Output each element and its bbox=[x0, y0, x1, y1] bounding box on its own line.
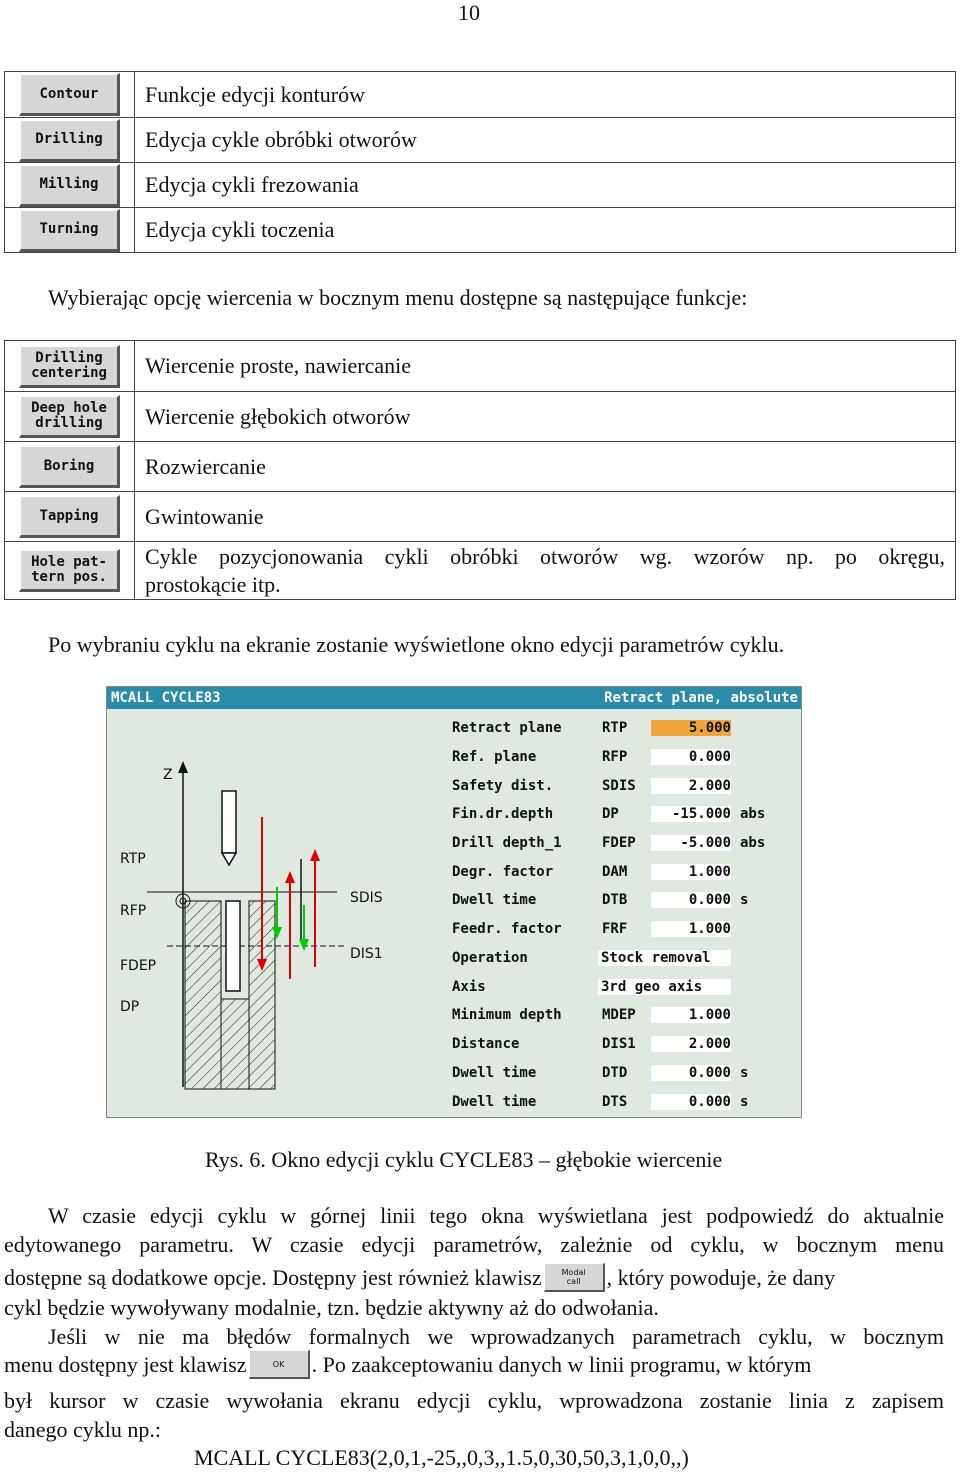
table-desc: Rozwiercanie bbox=[135, 442, 956, 492]
param-value-input[interactable]: 0.000 bbox=[651, 892, 731, 908]
dp-label: DP bbox=[120, 999, 140, 1015]
drilling-softkey[interactable]: Drilling bbox=[19, 119, 120, 162]
table-desc: Wiercenie głębokich otworów bbox=[135, 392, 956, 442]
paragraph-line: W czasie edycji cyklu w górnej linii tego okna wyświetlana jest podpowiedź do aktualnie bbox=[48, 1203, 944, 1228]
menu-table-2 bbox=[4, 340, 956, 600]
param-value-input[interactable]: 1.000 bbox=[651, 1007, 731, 1023]
param-value-input[interactable]: 5.000 bbox=[651, 720, 731, 736]
cycle-edit-screen: MCALL CYCLE83 Retract plane, absolute Z RTP RFP FDEP DP SDIS DIS1 Retract plane RTP 5.000 Ref. plane RFP 0.000 Safety dist. SDIS 2.000 Fin.dr.depth DP -15.000 abs Drill depth_1 FDEP -5.000 abs Degr. factor DAM 1.000 Dwell time DTB 0.000 s Feedr. factor FRF 1.000 Operation Stock removal Axis 3rd geo axis Minimum depth MDEP 1.000 Distance DIS1 2.000 Dwell time DTD 0.000 s Dwell time DTS 0.000 s bbox=[106, 686, 802, 1118]
param-value-input[interactable]: -15.000 bbox=[651, 806, 731, 822]
text: , który powoduje, że dany bbox=[606, 1265, 836, 1290]
paragraph: Wybierając opcję wiercenia w bocznym menu dostępne są następujące funkcje: bbox=[48, 285, 748, 310]
turning-softkey[interactable]: Turning bbox=[19, 209, 120, 252]
z-axis-label: Z bbox=[163, 767, 173, 783]
figure-caption: Rys. 6. Okno edycji cyklu CYCLE83 – głębokie wiercenie bbox=[205, 1147, 723, 1172]
drilling-diagram bbox=[107, 709, 447, 1117]
table-desc: Cykle pozycjonowania cykli obróbki otworów wg. wzorów np. po okręgu, bbox=[145, 543, 945, 569]
param-value-input[interactable]: 1.000 bbox=[651, 921, 731, 937]
paragraph-line bbox=[4, 1350, 944, 1379]
sdis-label: SDIS bbox=[350, 890, 383, 906]
table-desc: Funkcje edycji konturów bbox=[135, 72, 956, 118]
table-desc: Gwintowanie bbox=[135, 492, 956, 542]
text: . Po zaakceptowaniu danych w linii programu, w którym bbox=[311, 1352, 812, 1377]
table-desc: Edycja cykli toczenia bbox=[135, 208, 956, 253]
axis-select[interactable]: 3rd geo axis bbox=[598, 979, 731, 995]
param-value-input[interactable]: 2.000 bbox=[651, 1036, 731, 1052]
ok-key[interactable]: OK bbox=[249, 1350, 310, 1379]
contour-softkey[interactable]: Contour bbox=[19, 73, 120, 116]
text: dostępne są dodatkowe opcje. Dostępny jest również klawisz bbox=[4, 1265, 542, 1290]
paragraph-line: edytowanego parametru. W czasie edycji parametrów, zależnie od cyklu, w bocznym menu bbox=[4, 1232, 944, 1257]
param-value-input[interactable]: 0.000 bbox=[651, 1094, 731, 1110]
paragraph: Po wybraniu cyklu na ekranie zostanie wyświetlone okno edycji parametrów cyklu. bbox=[48, 632, 785, 657]
param-value-input[interactable]: 0.000 bbox=[651, 1065, 731, 1081]
paragraph-line: Jeśli w nie ma błędów formalnych we wprowadzanych parametrach cyklu, w bocznym bbox=[48, 1324, 944, 1349]
page-number: 10 bbox=[458, 0, 480, 25]
code-line: MCALL CYCLE83(2,0,1,-25,,0,3,,1.5,0,30,50,3,1,0,0,,) bbox=[194, 1445, 689, 1470]
text: menu dostępny jest klawisz bbox=[4, 1352, 247, 1377]
table-desc: Edycja cykli frezowania bbox=[135, 163, 956, 208]
cycle-title: MCALL CYCLE83 bbox=[111, 690, 221, 706]
operation-select[interactable]: Stock removal bbox=[598, 950, 731, 966]
param-value-input[interactable]: 2.000 bbox=[651, 778, 731, 794]
dis1-label: DIS1 bbox=[350, 946, 383, 962]
table-desc: prostokącie itp. bbox=[145, 571, 281, 597]
param-value-input[interactable]: 1.000 bbox=[651, 864, 731, 880]
tapping-softkey[interactable]: Tapping bbox=[19, 495, 120, 538]
boring-softkey[interactable]: Boring bbox=[19, 445, 120, 488]
parameter-hint: Retract plane, absolute bbox=[604, 690, 798, 706]
title-bar bbox=[107, 687, 801, 709]
paragraph-line bbox=[4, 1263, 944, 1292]
table-desc: Wiercenie proste, nawiercanie bbox=[135, 341, 956, 392]
rfp-label: RFP bbox=[120, 903, 147, 919]
drilling-centering-softkey[interactable]: Drilling centering bbox=[19, 345, 120, 388]
paragraph-line: cykl będzie wywoływany modalnie, tzn. będzie aktywny aż do odwołania. bbox=[4, 1295, 659, 1320]
menu-table-1 bbox=[4, 71, 956, 253]
paragraph-line: danego cyklu np.: bbox=[4, 1417, 162, 1442]
hole-pattern-softkey[interactable]: Hole pat- tern pos. bbox=[19, 549, 120, 592]
deep-hole-drilling-softkey[interactable]: Deep hole drilling bbox=[19, 395, 120, 438]
param-value-input[interactable]: 0.000 bbox=[651, 749, 731, 765]
rtp-label: RTP bbox=[120, 851, 146, 867]
param-value-input[interactable]: -5.000 bbox=[651, 835, 731, 851]
paragraph-line: był kursor w czasie wywołania ekranu edycji cyklu, wprowadzona zostanie linia z zapisem bbox=[4, 1388, 944, 1413]
milling-softkey[interactable]: Milling bbox=[19, 164, 120, 207]
table-desc: Edycja cykle obróbki otworów bbox=[135, 118, 956, 163]
modal-call-key[interactable]: Modal call bbox=[544, 1263, 605, 1292]
fdep-label: FDEP bbox=[120, 958, 157, 974]
